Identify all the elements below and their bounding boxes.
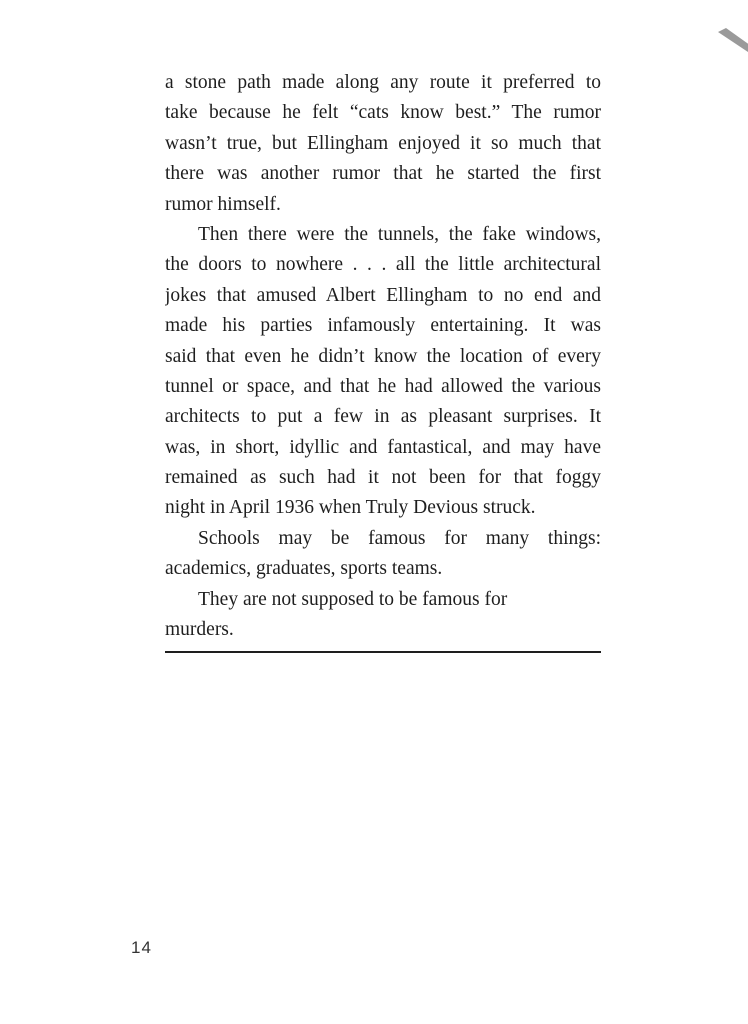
text-line: said that even he didn’t know the location of every [165, 345, 601, 367]
text-line: remained as such had it not been for that foggy [165, 467, 601, 489]
text-line: night in April 1936 when Truly Devious struck. [165, 497, 536, 519]
text-line: academics, graduates, sports teams. [165, 558, 443, 580]
text-line: was, in short, idyllic and fantastical, and may have [165, 436, 601, 458]
section-divider [165, 651, 601, 653]
text-line: the doors to nowhere . . . all the little architectural [165, 254, 601, 276]
page-number: 14 [131, 938, 152, 957]
text-line: murders. [165, 619, 234, 641]
text-line: architects to put a few in as pleasant surprises. It [165, 406, 601, 428]
page-corner-fold-icon [714, 26, 748, 56]
text-line: wasn’t true, but Ellingham enjoyed it so much that [165, 132, 601, 154]
text-line: made his parties infamously entertaining. It was [165, 315, 601, 337]
text-line: a stone path made along any route it preferred to [165, 72, 601, 93]
text-line: jokes that amused Albert Ellingham to no end and [165, 284, 601, 306]
text-line: Then there were the tunnels, the fake windows, [198, 223, 601, 245]
body-text [165, 68, 601, 645]
text-line: They are not supposed to be famous for [198, 588, 508, 610]
text-line: there was another rumor that he started the first [165, 163, 601, 185]
text-line: Schools may be famous for many things: [198, 527, 601, 549]
text-line: rumor himself. [165, 193, 281, 215]
text-line: tunnel or space, and that he had allowed the various [165, 375, 601, 397]
text-line: take because he felt “cats know best.” The rumor [165, 102, 601, 124]
